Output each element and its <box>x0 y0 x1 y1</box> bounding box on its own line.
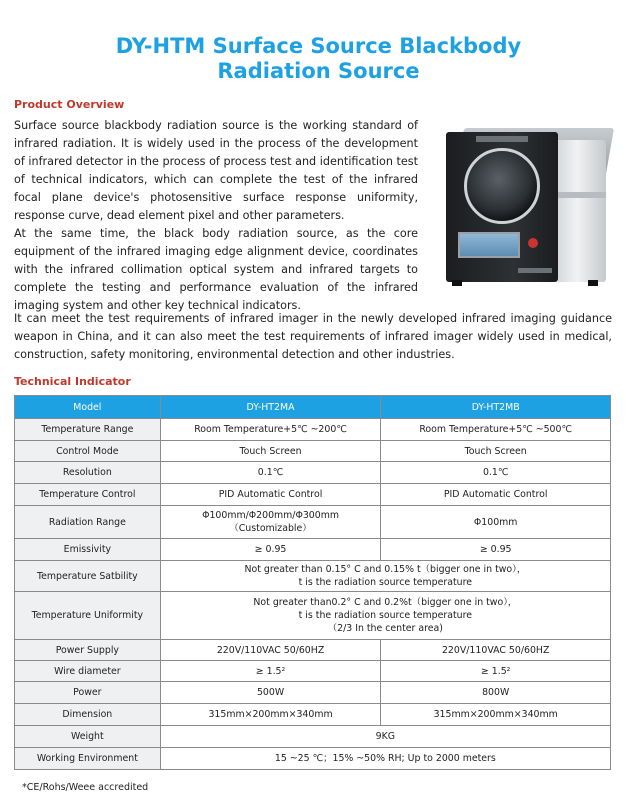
cell-a: PID Automatic Control <box>160 484 381 506</box>
cell-a: ≥ 1.5² <box>160 661 381 682</box>
row-label: Weight <box>15 726 161 748</box>
product-image <box>438 122 614 288</box>
row-label: Temperature Satbility <box>15 561 161 592</box>
cell-a: 315mm×200mm×340mm <box>160 704 381 726</box>
cell-b: 0.1℃ <box>381 462 611 484</box>
device-nameplate <box>476 136 528 142</box>
overview-paragraph-2: At the same time, the black body radiation source, as the core equipment of the infrared imaging edge alignment device, coordinates with the infrared collimation optical system and infrared targets to complete the testing and performance evaluation of the infrared imaging system and other key technical indicators. <box>14 227 418 312</box>
device-logo <box>518 268 552 273</box>
row-label: Temperature Uniformity <box>15 592 161 640</box>
row-label: Resolution <box>15 462 161 484</box>
table-row <box>15 682 611 704</box>
cell-b: PID Automatic Control <box>381 484 611 506</box>
product-overview-heading: Product Overview <box>14 98 125 111</box>
spec-table <box>14 395 611 770</box>
row-label: Power Supply <box>15 640 161 661</box>
row-label: Wire diameter <box>15 661 161 682</box>
title-line-2: Radiation Source <box>217 59 420 83</box>
overview-paragraph-3: It can meet the test requirements of infrared imager in the newly developed infrared imaging guidance weapon in China, and it can also meet the test requirements of infrared imager widely used in medical, construction, safety monitoring, environmental detection and other industries. <box>14 312 612 361</box>
row-label: Power <box>15 682 161 704</box>
cell-a: Room Temperature+5℃ ~200℃ <box>160 419 381 441</box>
table-row <box>15 748 611 770</box>
cell-b: 315mm×200mm×340mm <box>381 704 611 726</box>
cell-a: ≥ 0.95 <box>160 539 381 561</box>
technical-indicator-heading: Technical Indicator <box>14 375 131 388</box>
row-label: Dimension <box>15 704 161 726</box>
header-dy-ht2ma: DY-HT2MA <box>160 396 381 419</box>
cell-b: 800W <box>381 682 611 704</box>
header-model: Model <box>15 396 161 419</box>
cell-b: ≥ 1.5² <box>381 661 611 682</box>
cell-a: Touch Screen <box>160 441 381 462</box>
merged-cell: 9KG <box>160 726 610 748</box>
merged-cell: 15 ~25 ℃；15% ~50% RH; Up to 2000 meters <box>160 748 610 770</box>
cell-b: Touch Screen <box>381 441 611 462</box>
table-row <box>15 539 611 561</box>
device-foot-left <box>452 280 462 286</box>
row-label: Control Mode <box>15 441 161 462</box>
table-row <box>15 419 611 441</box>
table-row <box>15 561 611 592</box>
cell-a: 500W <box>160 682 381 704</box>
certification-footnote: *CE/Rohs/Weee accredited <box>22 782 149 793</box>
merged-cell: Not greater than 0.15° C and 0.15% t（bigger one in two）， t is the radiation source temperature <box>160 561 610 592</box>
cell-b: ≥ 0.95 <box>381 539 611 561</box>
cell-b: Room Temperature+5℃ ~500℃ <box>381 419 611 441</box>
cell-a: Φ100mm/Φ200mm/Φ300mm （Customizable） <box>160 506 381 539</box>
table-row <box>15 462 611 484</box>
row-label: Temperature Control <box>15 484 161 506</box>
table-row <box>15 484 611 506</box>
table-row <box>15 592 611 640</box>
cell-a: 0.1℃ <box>160 462 381 484</box>
touch-screen-display <box>458 232 520 258</box>
spec-table-header <box>15 396 611 419</box>
row-label: Radiation Range <box>15 506 161 539</box>
header-dy-ht2mb: DY-HT2MB <box>381 396 611 419</box>
table-row <box>15 441 611 462</box>
page-title <box>0 34 637 84</box>
device-side-panel <box>558 140 606 282</box>
table-row <box>15 661 611 682</box>
table-row <box>15 506 611 539</box>
row-label: Temperature Range <box>15 419 161 441</box>
cell-b: Φ100mm <box>381 506 611 539</box>
table-row <box>15 704 611 726</box>
device-side-stripe <box>558 192 606 198</box>
table-row <box>15 640 611 661</box>
table-row <box>15 726 611 748</box>
cell-a: 220V/110VAC 50/60HZ <box>160 640 381 661</box>
row-label: Working Environment <box>15 748 161 770</box>
blackbody-aperture <box>464 148 540 224</box>
title-line-1: DY-HTM Surface Source Blackbody <box>115 34 522 58</box>
device-foot-right <box>588 280 598 286</box>
power-switch <box>528 238 538 248</box>
merged-cell: Not greater than0.2° C and 0.2%t（bigger one in two）， t is the radiation source temperature （2/3 In the center area) <box>160 592 610 640</box>
row-label: Emissivity <box>15 539 161 561</box>
cell-b: 220V/110VAC 50/60HZ <box>381 640 611 661</box>
overview-paragraph-1: Surface source blackbody radiation source is the working standard of infrared radiation. It is widely used in the process of the development of infrared detector in the process of process test and identification test of technical indicators, which can complete the test of the infrared focal plane device's photosensitive surface response uniformity, response curve, dead element pixel and other parameters. <box>14 119 418 222</box>
